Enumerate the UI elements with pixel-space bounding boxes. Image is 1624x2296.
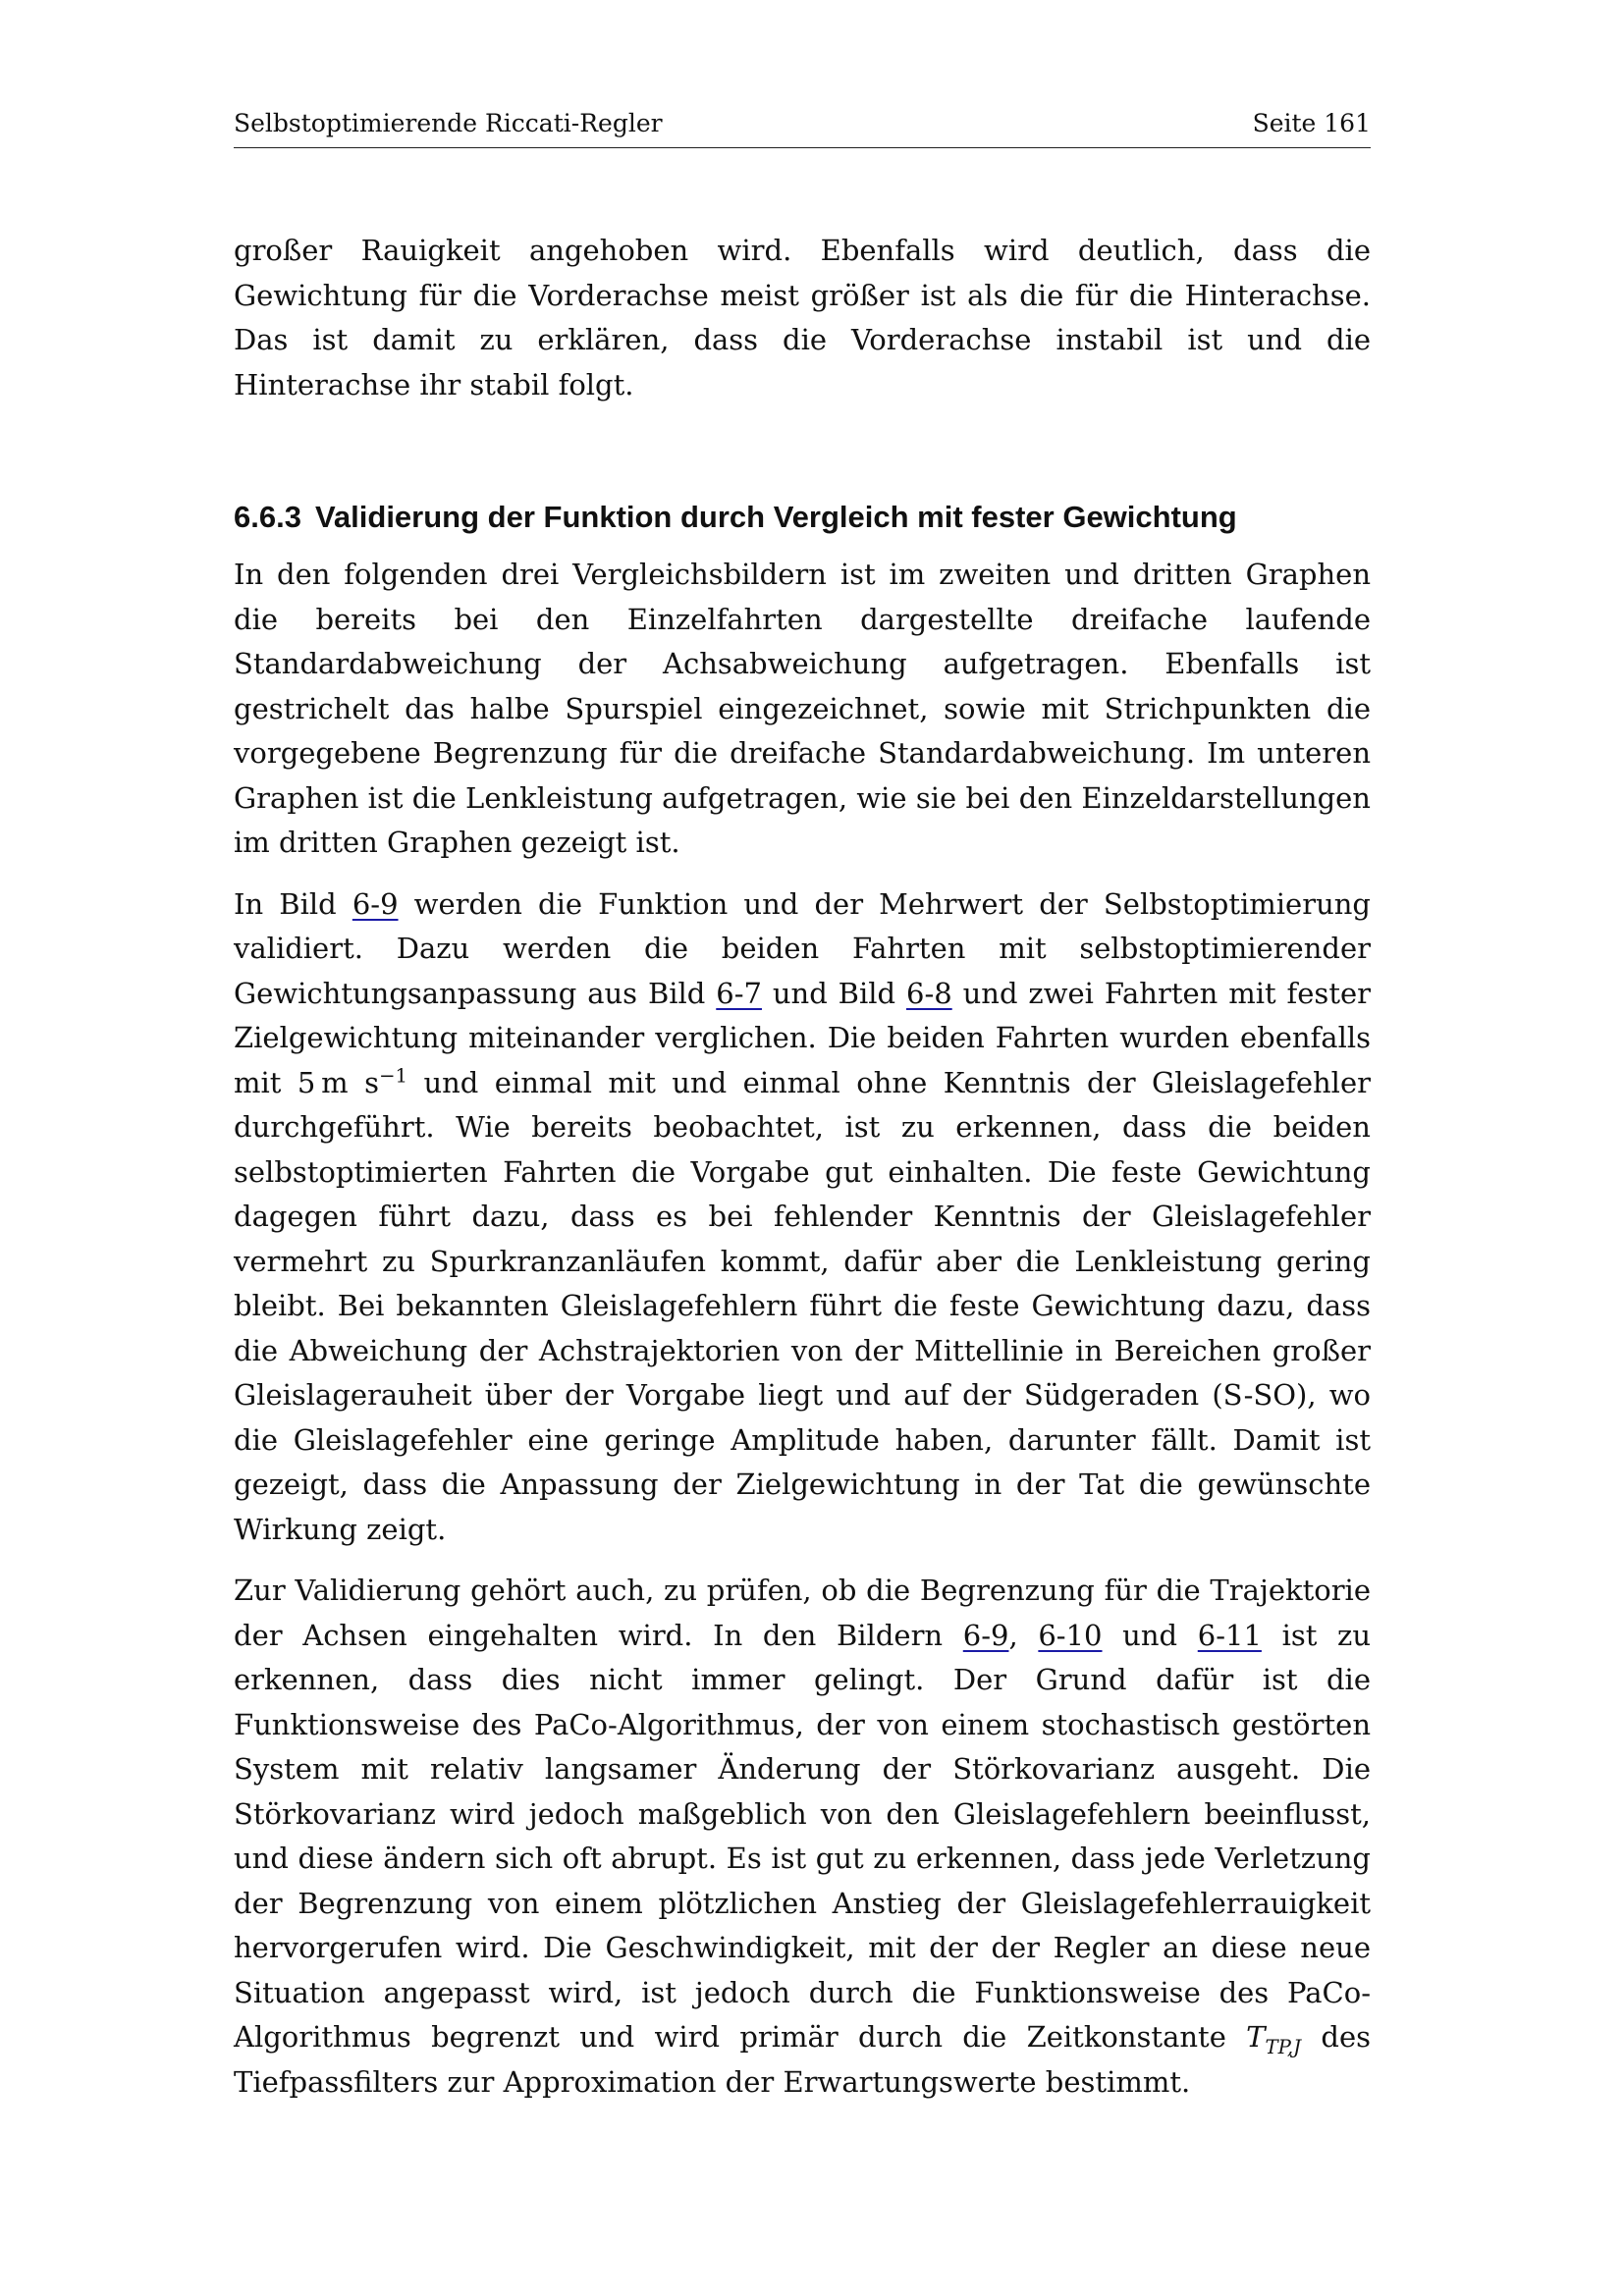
figure-ref-6-9[interactable]: 6-9 bbox=[352, 886, 399, 921]
header-title: Selbstoptimierende Riccati-Regler bbox=[234, 109, 663, 137]
body-text bbox=[234, 229, 1371, 2105]
text-segment: und Bild bbox=[761, 976, 906, 1010]
time-constant-subscript: TP,J bbox=[1265, 2035, 1302, 2058]
text-segment: ist zu erkennen, dass dies nicht immer gelingt. Der Grund dafür ist die Funktionsweise des PaCo-Algorithmus, der von einem stochastisch gestörten System mit relativ langsamer Änderung der Störkovarianz ausgeht. Die Störkovarianz wird jedoch maßgeblich von den Gleislagefehlern beeinflusst, und diese ändern sich oft abrupt. Es ist gut zu erkennen, dass jede Verletzung der Begrenzung von einem plötzlichen Anstieg der Gleislagefehlerrauigkeit hervorgerufen wird. Die Geschwindigkeit, mit der der Regler an diese neue Situation angepasst wird, ist jedoch durch die Funktionsweise des PaCo-Algorithmus begrenzt und wird primär durch die Zeitkonstante bbox=[234, 1618, 1372, 2054]
figure-ref-6-8[interactable]: 6-8 bbox=[906, 976, 952, 1010]
paragraph-limits bbox=[234, 1569, 1371, 2105]
section-heading bbox=[234, 498, 1371, 537]
text-segment: , bbox=[1008, 1618, 1039, 1652]
speed-value: 5 bbox=[297, 1065, 316, 1099]
figure-ref-6-9[interactable]: 6-9 bbox=[962, 1618, 1009, 1652]
paragraph-carryover: großer Rauigkeit angehoben wird. Ebenfalls wird deutlich, dass die Gewichtung für die Vorderachse meist größer ist als die für die Hinterachse. Das ist damit zu erklären, dass die Vorderachse instabil ist und die Hinterachse ihr stabil folgt. bbox=[234, 234, 1371, 401]
page-number: Seite 161 bbox=[1252, 109, 1371, 137]
figure-ref-6-7[interactable]: 6-7 bbox=[716, 976, 762, 1010]
text-segment: des Tiefpassfilters zur Approximation der Erwartungswerte bestimmt. bbox=[234, 2020, 1372, 2099]
text-segment: werden die Funktion und der Mehrwert der Selbstoptimierung validiert. Dazu werden die beiden Fahrten mit selbstoptimierender Gewichtungsanpassung aus Bild bbox=[234, 886, 1371, 1010]
text-segment: In Bild bbox=[234, 886, 352, 921]
section-number: 6.6.3 bbox=[234, 500, 301, 534]
running-header bbox=[234, 106, 1371, 148]
speed-exponent: −1 bbox=[378, 1063, 407, 1087]
figure-ref-6-10[interactable]: 6-10 bbox=[1038, 1618, 1103, 1652]
text-segment: Zur Validierung gehört auch, zu prüfen, ob die Begrenzung für die Trajektorie der Achsen eingehalten wird. In den Bildern bbox=[234, 1574, 1371, 1652]
text-segment: und bbox=[1102, 1618, 1198, 1652]
document-page bbox=[234, 106, 1371, 2105]
text-segment: und einmal mit und einmal ohne Kenntnis der Gleislagefehler durchgeführt. Wie bereits beobachtet, ist zu erkennen, dass die beiden selbstoptimierten Fahrten die Vorgabe gut einhalten. Die feste Gewichtung dagegen führt dazu, dass es bei fehlender Kenntnis der Gleislagefehler vermehrt zu Spurkranzanläufen kommt, dafür aber die Lenkleistung gering bleibt. Bei bekannten Gleislagefehlern führt die feste Gewichtung dazu, dass die Abweichung der Achstrajektorien von der Mittellinie in Bereichen großer Gleislagerauheit über der Vorgabe liegt und auf der Südgeraden (S-SO), wo die Gleislagefehler eine geringe Amplitude haben, darunter fällt. Damit ist gezeigt, dass die Anpassung der Zielgewichtung in der Tat die gewünschte Wirkung zeigt. bbox=[234, 1065, 1371, 1546]
speed-unit: m s bbox=[321, 1065, 379, 1099]
time-constant-symbol: T bbox=[1246, 2020, 1266, 2054]
paragraph-comparison bbox=[234, 882, 1371, 1553]
section-title: Validierung der Funktion durch Vergleich mit fester Gewichtung bbox=[314, 500, 1237, 534]
figure-ref-6-11[interactable]: 6-11 bbox=[1197, 1618, 1262, 1652]
text-segment: und zwei Fahrten mit fester Zielgewichtung miteinander verglichen. Die beiden Fahrten wurden ebenfalls mit bbox=[234, 976, 1371, 1099]
paragraph-intro: In den folgenden drei Vergleichsbildern ist im zweiten und dritten Graphen die bereits bei den Einzelfahrten dargestellte dreifache laufende Standardabweichung der Achsabweichung aufgetragen. Ebenfalls ist gestrichelt das halbe Spurspiel eingezeichnet, sowie mit Strichpunkten die vorgegebene Begrenzung für die dreifache Standardabweichung. Im unteren Graphen ist die Lenkleistung aufgetragen, wie sie bei den Einzeldarstellungen im dritten Graphen gezeigt ist. bbox=[234, 558, 1371, 859]
